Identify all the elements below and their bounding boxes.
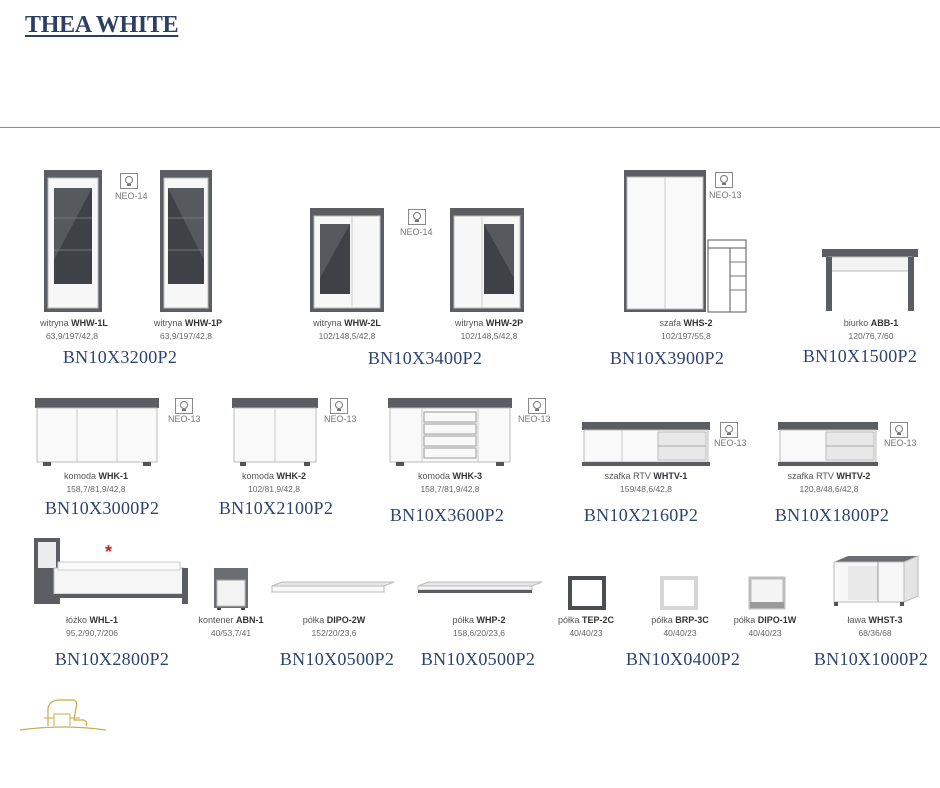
- lighting-icon: [330, 398, 348, 414]
- lighting-icon: [715, 172, 733, 188]
- lighting-label: NEO-13: [884, 438, 917, 448]
- product-code: BN10X1500P2: [802, 346, 918, 366]
- item-name: półka WHP-2: [452, 615, 506, 625]
- item-dimensions: 152/20/23,6: [311, 628, 357, 638]
- lighting-icon: [890, 422, 908, 438]
- product-code: BN10X1000P2: [813, 649, 929, 669]
- item-name: kontener ABN-1: [198, 615, 264, 625]
- dresser-whk-2-image: [232, 398, 318, 466]
- dresser-whk-1-image: [35, 398, 159, 466]
- item-name: komoda WHK-1: [63, 471, 129, 481]
- product-code: BN10X3000P2: [44, 498, 160, 518]
- item-name: witryna WHW-1P: [153, 318, 223, 328]
- lighting-label: NEO-13: [709, 190, 742, 200]
- shelf-tep-2c-image: [568, 576, 606, 610]
- item-name: biurko ABB-1: [843, 318, 899, 328]
- item-dimensions: 102/81,9/42,8: [248, 484, 300, 494]
- item-dimensions: 95,2/90,7/206: [66, 628, 118, 638]
- product-code: BN10X0500P2: [420, 649, 536, 669]
- item-dimensions: 68/36/68: [858, 628, 892, 638]
- lighting-icon: [175, 398, 193, 414]
- showcase-whw-2p-image: [450, 208, 524, 312]
- lighting-label: NEO-13: [518, 414, 551, 424]
- product-code: BN10X0400P2: [625, 649, 741, 669]
- divider: [0, 127, 940, 128]
- wardrobe-interior-image: [708, 240, 746, 312]
- lighting-label: NEO-13: [168, 414, 201, 424]
- product-code: BN10X1800P2: [774, 505, 890, 525]
- item-dimensions: 102/197/55,8: [661, 331, 711, 341]
- lighting-icon: [720, 422, 738, 438]
- lighting-icon: [408, 209, 426, 225]
- product-code: BN10X0500P2: [279, 649, 395, 669]
- item-name: witryna WHW-2P: [454, 318, 524, 328]
- item-name: półka DIPO-2W: [302, 615, 366, 625]
- shelf-dipo-2w-image: [272, 582, 394, 594]
- item-name: ława WHST-3: [847, 615, 903, 625]
- desk-abb-1-image: [822, 249, 918, 311]
- item-name: półka BRP-3C: [651, 615, 709, 625]
- product-code: BN10X3600P2: [389, 505, 505, 525]
- shelf-whp-2-image: [418, 582, 542, 594]
- container-abn-1-image: [214, 568, 248, 610]
- item-dimensions: 120/76,7/60: [848, 331, 894, 341]
- chair-logo-icon: [18, 694, 108, 736]
- item-dimensions: 159/48,6/42,8: [620, 484, 672, 494]
- tv-cabinet-whtv-2-image: [778, 422, 878, 466]
- item-dimensions: 120,8/48,6/42,8: [799, 484, 859, 494]
- showcase-whw-1l-image: [44, 170, 102, 312]
- item-dimensions: 40/40/23: [748, 628, 782, 638]
- tv-cabinet-whtv-1-image: [582, 422, 710, 466]
- item-name: szafka RTV WHTV-2: [787, 471, 871, 481]
- lighting-label: NEO-13: [324, 414, 357, 424]
- product-code: BN10X2800P2: [54, 649, 170, 669]
- item-name: komoda WHK-2: [241, 471, 307, 481]
- lighting-label: NEO-13: [714, 438, 747, 448]
- item-dimensions: 40/53,7/41: [210, 628, 252, 638]
- shelf-brp-3c-image: [660, 576, 698, 610]
- shelf-dipo-1w-image: [748, 576, 786, 610]
- item-dimensions: 158,6/20/23,6: [453, 628, 505, 638]
- dresser-whk-3-image: [388, 398, 512, 466]
- product-code: BN10X3200P2: [62, 347, 178, 367]
- showcase-whw-2l-image: [310, 208, 384, 312]
- item-dimensions: 158,7/81,9/42,8: [66, 484, 126, 494]
- item-name: szafka RTV WHTV-1: [604, 471, 688, 481]
- item-name: witryna WHW-1L: [40, 318, 108, 328]
- product-code: BN10X3400P2: [367, 348, 483, 368]
- wardrobe-whs-2-image: [624, 170, 706, 312]
- item-dimensions: 40/40/23: [663, 628, 697, 638]
- item-dimensions: 40/40/23: [569, 628, 603, 638]
- lighting-icon: [120, 173, 138, 189]
- lighting-label: NEO-14: [400, 227, 433, 237]
- item-name: półka DIPO-1W: [733, 615, 797, 625]
- lighting-icon: [528, 398, 546, 414]
- product-code: BN10X2160P2: [583, 505, 699, 525]
- item-dimensions: 102/148,5/42,8: [460, 331, 518, 341]
- item-dimensions: 63,9/197/42,8: [46, 331, 98, 341]
- item-name: szafa WHS-2: [659, 318, 713, 328]
- item-name: łóżko WHL-1: [65, 615, 119, 625]
- showcase-whw-1p-image: [160, 170, 212, 312]
- product-code: BN10X3900P2: [609, 348, 725, 368]
- item-name: witryna WHW-2L: [313, 318, 381, 328]
- item-name: komoda WHK-3: [417, 471, 483, 481]
- item-dimensions: 63,9/197/42,8: [160, 331, 212, 341]
- lighting-label: NEO-14: [115, 191, 148, 201]
- product-code: BN10X2100P2: [218, 498, 334, 518]
- special-marker: *: [105, 542, 113, 562]
- item-dimensions: 102/148,5/42,8: [318, 331, 376, 341]
- coffee-table-whst-3-image: [834, 556, 918, 606]
- page-title: THEA WHITE: [25, 12, 179, 38]
- item-name: półka TEP-2C: [557, 615, 615, 625]
- item-dimensions: 158,7/81,9/42,8: [420, 484, 480, 494]
